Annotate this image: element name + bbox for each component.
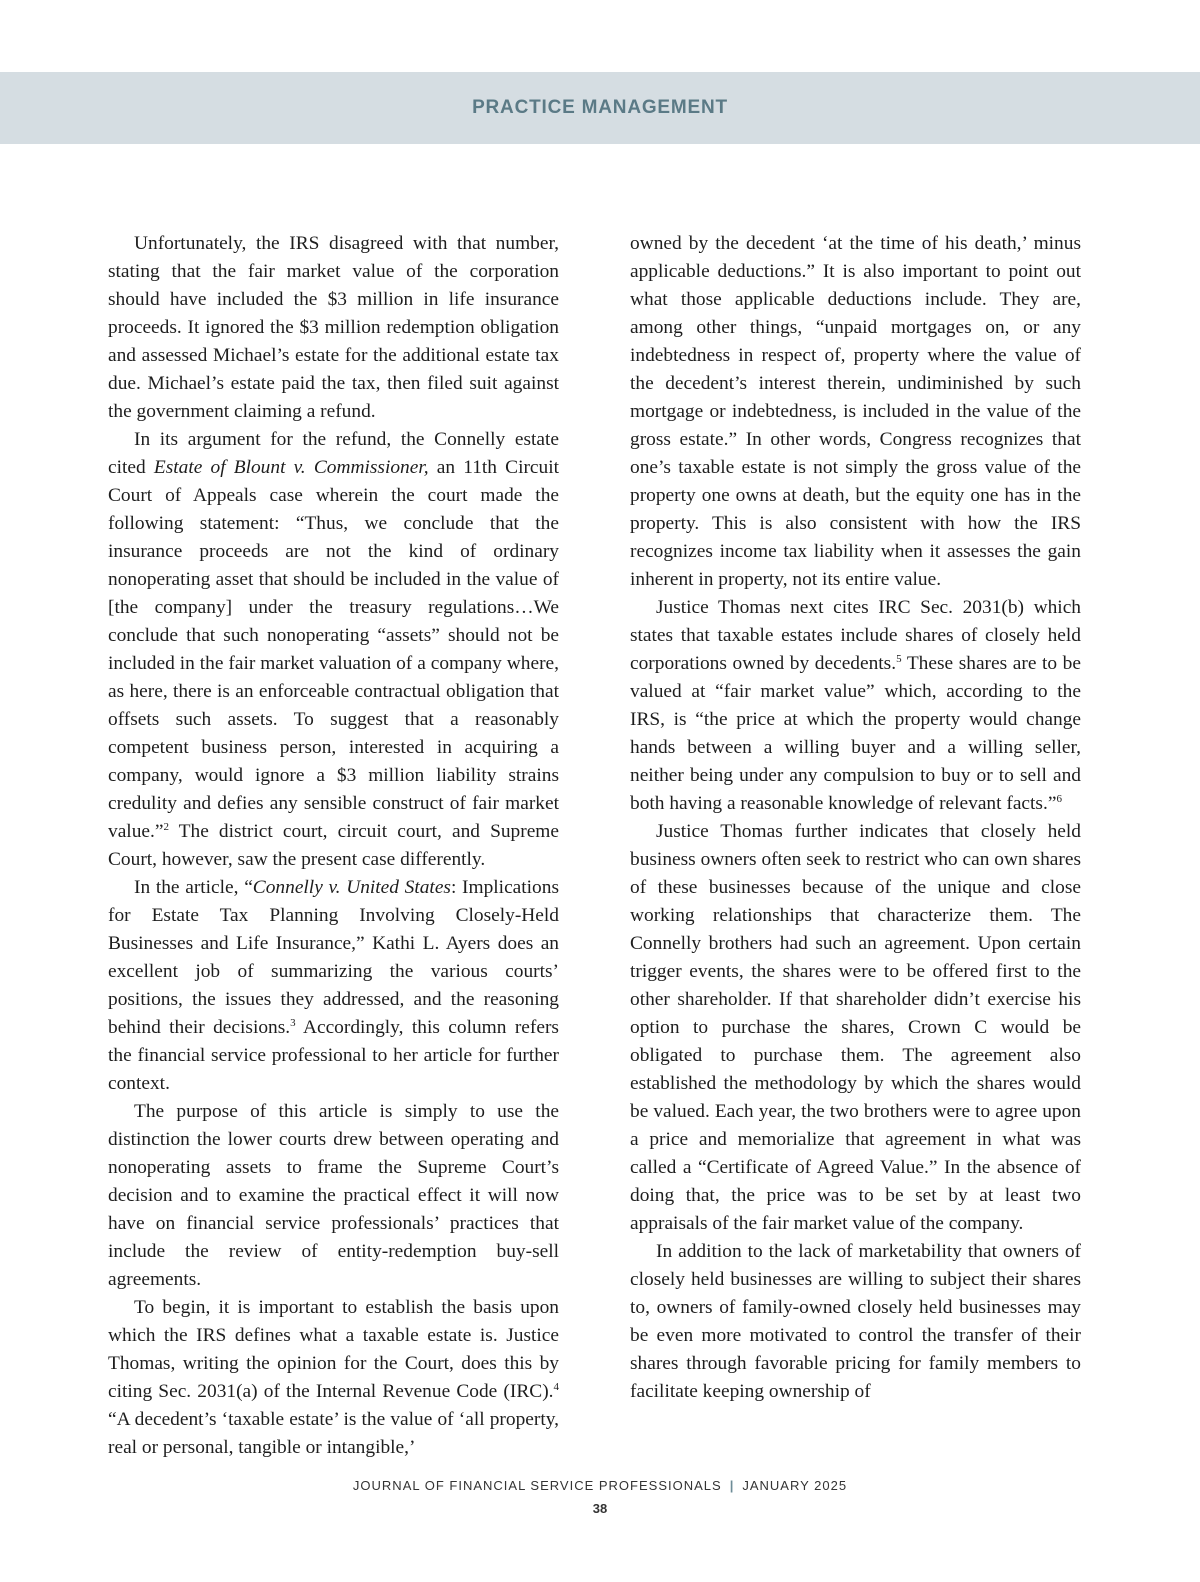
case-citation: Estate of Blount v. Commissioner, xyxy=(153,457,429,478)
paragraph xyxy=(630,818,1081,1238)
paragraph-text: Unfortunately, the IRS disagreed with that number, stating that the fair market value of the corporation should have included the $3 million in life insurance proceeds. It ignored the $3 million redemption obligation and assessed Michael’s estate for the additional estate tax due. Michael’s estate paid the tax, then filed suit against the government claiming a refund. xyxy=(108,233,559,422)
paragraph-text: : Implications for Estate Tax Planning Involving Closely-Held Businesses and Life Insurance,” Kathi L. Ayers does an excellent job of summarizing the various courts’ positions, the issues they addressed, and the reasoning behind their decisions. xyxy=(108,877,559,1038)
paragraph-text: To begin, it is important to establish the basis upon which the IRS defines what a taxable estate is. Justice Thomas, writing the opinion for the Court, does this by citing Sec. 2031(a) of the Internal Revenue Code (IRC). xyxy=(108,1297,559,1402)
paragraph-text: The purpose of this article is simply to use the distinction the lower courts drew between operating and nonoperating assets to frame the Supreme Court’s decision and to examine the practical effect it will now have on financial service professionals’ practices that include the review of entity-redemption buy-sell agreements. xyxy=(108,1101,559,1290)
paragraph xyxy=(108,1294,559,1462)
paragraph xyxy=(630,230,1081,594)
paragraph-text: Justice Thomas next cites IRC Sec. 2031(b) which states that taxable estates include shares of closely held corporations owned by decedents. xyxy=(630,597,1081,674)
paragraph xyxy=(108,1098,559,1294)
page-number: 38 xyxy=(592,1501,608,1516)
paragraph-text: In its argument for the refund, the Connelly estate cited xyxy=(108,429,559,478)
issue-date: JANUARY 2025 xyxy=(742,1478,848,1493)
paragraph-text: Accordingly, this column refers the financial service professional to her article for further context. xyxy=(108,1017,559,1094)
paragraph-text: Justice Thomas further indicates that closely held business owners often seek to restrict who can own shares of these businesses because of the unique and close working relationships that characterize them. The Connelly brothers had such an agreement. Upon certain trigger events, the shares were to be offered first to the other shareholder. If that shareholder didn’t exercise his option to purchase the shares, Crown C would be obligated to purchase them. The agreement also established the methodology by which the shares would be valued. Each year, the two brothers were to agree upon a price and memorialize that agreement in what was called a “Certificate of Agreed Value.” In the absence of doing that, the price was to be set by at least two appraisals of the fair market value of the company. xyxy=(630,821,1081,1234)
footnote-marker: 2 xyxy=(163,821,169,833)
case-citation: Connelly v. United States xyxy=(252,877,451,898)
paragraph xyxy=(108,874,559,1098)
section-title: PRACTICE MANAGEMENT xyxy=(472,97,728,118)
paragraph xyxy=(108,426,559,874)
paragraph-text: The district court, circuit court, and Supreme Court, however, saw the present case differently. xyxy=(108,821,559,870)
paragraph xyxy=(630,1238,1081,1406)
footer-separator: | xyxy=(729,1478,735,1493)
journal-name: JOURNAL OF FINANCIAL SERVICE PROFESSIONALS xyxy=(352,1478,722,1493)
footer-line xyxy=(0,1478,1200,1493)
paragraph-text: In addition to the lack of marketability that owners of closely held businesses are willing to subject their shares to, owners of family-owned closely held businesses may be even more motivated to control the transfer of their shares through favorable pricing for family members to facilitate keeping ownership of xyxy=(630,1241,1081,1402)
paragraph-text: an 11th Circuit Court of Appeals case wherein the court made the following statement: “Thus, we conclude that the insurance proceeds are not the kind of ordinary nonoperating asset that should be included in the value of [the company] under the treasury regulations…We conclude that such nonoperating “assets” should not be included in the fair market valuation of a company where, as here, there is an enforceable contractual obligation that offsets such assets. To suggest that a reasonably competent business person, interested in acquiring a company, would ignore a $3 million liability strains credulity and defies any sensible construct of fair market value.” xyxy=(108,457,560,842)
footnote-marker: 3 xyxy=(290,1017,296,1029)
paragraph-text: owned by the decedent ‘at the time of his death,’ minus applicable deductions.” It is also important to point out what those applicable deductions include. They are, among other things, “unpaid mortgages on, or any indebtedness in respect of, property where the value of the decedent’s interest therein, undiminished by such mortgage or indebtedness, is included in the value of the gross estate.” In other words, Congress recognizes that one’s taxable estate is not simply the gross value of the property one owns at death, but the equity one has in the property. This is also consistent with how the IRS recognizes income tax liability when it assesses the gain inherent in property, not its entire value. xyxy=(630,233,1081,590)
paragraph-text: These shares are to be valued at “fair market value” which, according to the IRS, is “the price at which the property would change hands between a willing buyer and a willing seller, neither being under any compulsion to buy or to sell and both having a reasonable knowledge of relevant facts.” xyxy=(630,653,1081,814)
right-column xyxy=(630,230,1081,1406)
footnote-marker: 4 xyxy=(553,1381,559,1393)
footnote-marker: 6 xyxy=(1056,793,1062,805)
section-header-band xyxy=(0,72,1200,144)
paragraph xyxy=(630,594,1081,818)
paragraph xyxy=(108,230,559,426)
paragraph-text: In the article, “ xyxy=(134,877,253,898)
paragraph-text: “A decedent’s ‘taxable estate’ is the value of ‘all property, real or personal, tangible or intangible,’ xyxy=(108,1409,559,1458)
page-footer xyxy=(0,1478,1200,1516)
footnote-marker: 5 xyxy=(896,653,902,665)
left-column xyxy=(108,230,559,1462)
